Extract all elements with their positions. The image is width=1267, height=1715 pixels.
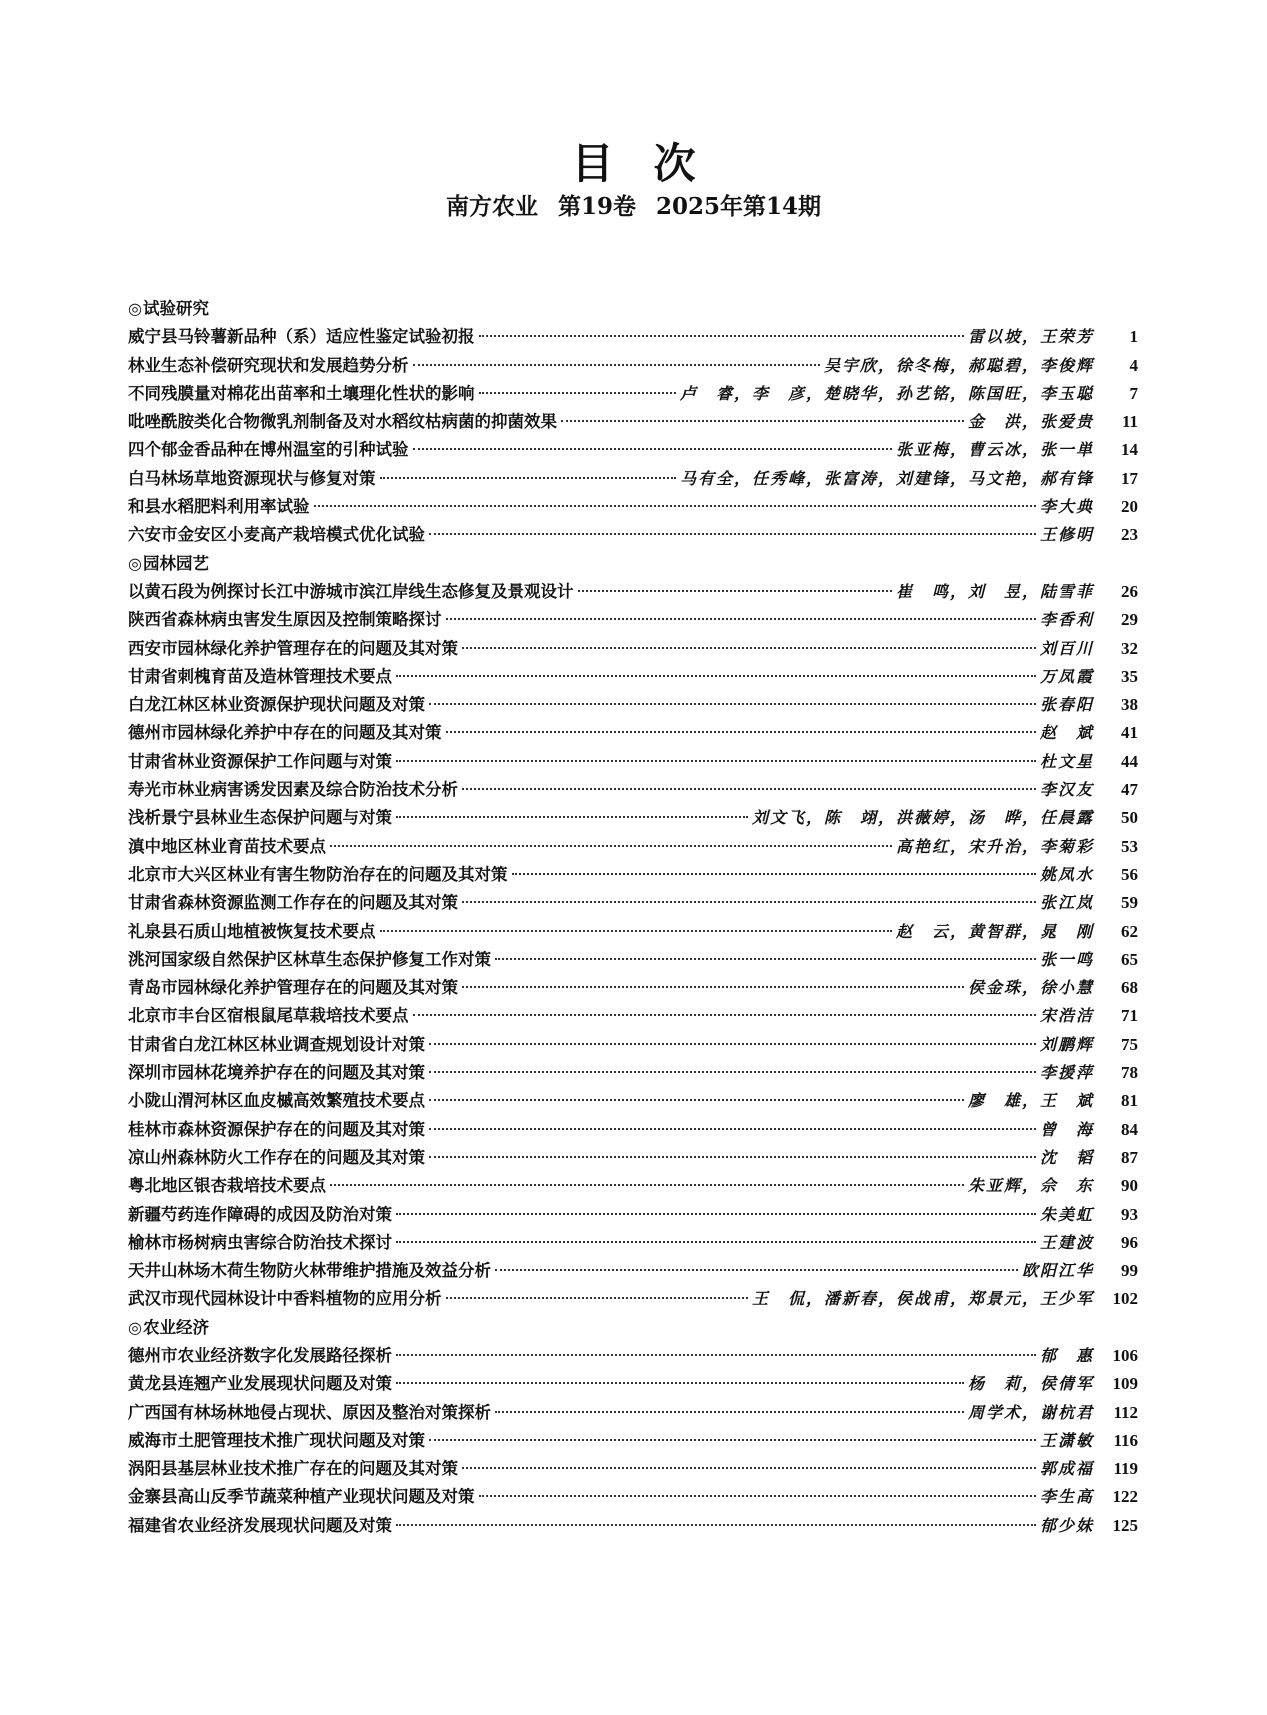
dot-leader [396,1524,1036,1526]
page-number: 35 [1121,666,1138,686]
page-number: 125 [1112,1515,1138,1535]
dot-leader [462,901,1036,903]
article-title: 白龙江林区林业资源保护现状问题及对策 [128,695,425,715]
article-title: 四个郁金香品种在博州温室的引种试验 [128,440,409,460]
article-title: 北京市大兴区林业有害生物防治存在的问题及其对策 [128,864,508,884]
article-title: 吡唑酰胺类化合物微乳剂制备及对水稻纹枯病菌的抑菌效果 [128,412,557,432]
toc-entry[interactable] [128,1087,1138,1115]
article-authors: 刘鹏辉 [1039,1034,1094,1054]
page-number: 68 [1121,978,1138,998]
dot-leader [396,760,1036,762]
page-number: 11 [1121,412,1138,432]
dot-leader [462,1467,1036,1469]
article-authors: 张江岚 [1039,893,1094,913]
page-title: 目次 [571,139,736,188]
dot-leader [413,364,820,366]
page-number: 32 [1121,638,1138,658]
page-number: 81 [1121,1091,1138,1111]
article-authors: 万凤霞 [1039,666,1094,686]
dot-leader [429,1156,1036,1158]
toc-entry[interactable] [128,918,1138,946]
article-authors: 杨 莉，侯倩军 [967,1374,1094,1394]
section-mark: ◎ [128,553,142,573]
toc-entry[interactable] [128,493,1138,521]
article-authors: 赵 云，黄智群，晁 刚 [895,921,1094,941]
article-authors: 郁少妹 [1039,1515,1094,1535]
toc-entry[interactable] [128,804,1138,832]
dot-leader [396,1241,1036,1243]
article-title: 寿光市林业病害诱发因素及综合防治技术分析 [128,780,458,800]
journal-name: 南方农业 [445,193,538,220]
article-authors: 李香利 [1039,610,1094,630]
toc-entry[interactable] [128,606,1138,634]
dot-leader [380,930,892,932]
dot-leader [446,1297,748,1299]
article-title: 桂林市森林资源保护存在的问题及其对策 [128,1119,425,1139]
article-title: 浅析景宁县林业生态保护问题与对策 [128,808,392,828]
article-title: 凉山州森林防火工作存在的问题及其对策 [128,1147,425,1167]
page-number: 84 [1121,1119,1138,1139]
article-authors: 刘文飞，陈 翊，洪薇婷，汤 晔，任晨露 [751,808,1094,828]
article-title: 深圳市园林花境养护存在的问题及其对策 [128,1063,425,1083]
section-mark: ◎ [128,1317,142,1337]
toc-entry[interactable] [128,436,1138,464]
article-authors: 侯金珠，徐小慧 [967,978,1094,998]
section-name: 试验研究 [142,299,209,318]
article-authors: 王潇敏 [1039,1430,1094,1450]
article-title: 以黄石段为例探讨长江中游城市滨江岸线生态修复及景观设计 [128,581,574,601]
toc-entry[interactable] [128,663,1138,691]
article-authors: 雷以坡，王荣芳 [967,327,1094,347]
toc-entry[interactable] [128,1201,1138,1229]
article-title: 滇中地区林业育苗技术要点 [128,836,326,856]
toc-entry[interactable] [128,719,1138,747]
article-authors: 张春阳 [1039,695,1094,715]
article-authors: 宋浩洁 [1039,1006,1094,1026]
page-number: 96 [1121,1232,1138,1252]
dot-leader [479,392,676,394]
article-title: 青岛市园林绿化养护管理存在的问题及其对策 [128,978,458,998]
article-authors: 张一鸣 [1039,949,1094,969]
journal-volume: 第19卷 [557,193,636,220]
article-authors: 赵 斌 [1039,723,1094,743]
article-title: 粤北地区银杏栽培技术要点 [128,1176,326,1196]
article-authors: 李汉友 [1039,780,1094,800]
toc-entry[interactable] [128,1002,1138,1030]
article-title: 武汉市现代园林设计中香料植物的应用分析 [128,1289,442,1309]
article-title: 金寨县高山反季节蔬菜种植产业现状问题及对策 [128,1487,475,1507]
page-number: 41 [1121,723,1138,743]
article-title: 洮河国家级自然保护区林草生态保护修复工作对策 [128,949,491,969]
toc-entry[interactable] [128,408,1138,436]
toc-entry[interactable] [128,1172,1138,1200]
toc-entry[interactable] [128,1257,1138,1285]
dot-leader [429,1071,1036,1073]
article-title: 西安市园林绿化养护管理存在的问题及其对策 [128,638,458,658]
article-authors: 李援萍 [1039,1063,1094,1083]
page-number: 26 [1121,581,1138,601]
article-authors: 张亚梅，曹云冰，张一単 [895,440,1094,460]
dot-leader [396,816,748,818]
toc-entry[interactable] [128,380,1138,408]
toc-entry[interactable] [128,776,1138,804]
toc-entry[interactable] [128,1116,1138,1144]
article-title: 福建省农业经济发展现状问题及对策 [128,1515,392,1535]
toc-entry[interactable] [128,323,1138,351]
section-name: 园林园艺 [142,553,209,573]
page-header [0,138,1267,222]
page-number: 106 [1112,1345,1138,1365]
article-title: 德州市园林绿化养护中存在的问题及其对策 [128,723,442,743]
article-title: 黄龙县连翘产业发展现状问题及对策 [128,1374,392,1394]
page-number: 122 [1112,1487,1138,1507]
toc-entry[interactable] [128,521,1138,549]
article-authors: 李大典 [1039,497,1094,517]
article-title: 小陇山渭河林区血皮槭高效繁殖技术要点 [128,1091,425,1111]
toc-entry[interactable] [128,861,1138,889]
toc-entry[interactable] [128,748,1138,776]
section-heading [128,1314,1138,1342]
page-number: 7 [1129,383,1138,403]
page-number: 71 [1121,1006,1138,1026]
page-number: 17 [1121,468,1138,488]
page-number: 75 [1121,1034,1138,1054]
page-number: 14 [1121,440,1138,460]
article-authors: 周学术，谢杭君 [967,1402,1094,1422]
article-title: 林业生态补偿研究现状和发展趋势分析 [128,355,409,375]
toc-entry[interactable] [128,465,1138,493]
dot-leader [314,505,1036,507]
dot-leader [462,788,1036,790]
section-heading [128,295,1138,323]
dot-leader [479,1495,1036,1497]
article-title: 威海市土肥管理技术推广现状问题及对策 [128,1430,425,1450]
page-number: 1 [1129,327,1138,347]
toc-entry[interactable] [128,889,1138,917]
toc-entry[interactable] [128,691,1138,719]
dot-leader [413,448,892,450]
section-mark: ◎ [128,299,142,318]
article-title: 天井山林场木荷生物防火林带维护措施及效益分析 [128,1261,491,1281]
article-title: 礼泉县石质山地植被恢复技术要点 [128,921,376,941]
article-title: 不同残膜量对棉花出苗率和土壤理化性状的影响 [128,383,475,403]
page-number: 56 [1121,864,1138,884]
article-authors: 吴宇欣，徐冬梅，郝聪碧，李俊辉 [823,355,1094,375]
article-authors: 姚凤水 [1039,864,1094,884]
article-title: 广西国有林场林地侵占现状、原因及整治对策探析 [128,1402,491,1422]
dot-leader [330,1184,964,1186]
toc-entry[interactable] [128,1059,1138,1087]
dot-leader [330,845,892,847]
dot-leader [495,1269,1018,1271]
article-authors: 李生高 [1039,1487,1094,1507]
toc-entry[interactable] [128,1031,1138,1059]
dot-leader [462,986,964,988]
toc-entry[interactable] [128,1285,1138,1313]
dot-leader [578,590,892,592]
journal-subtitle [0,192,1267,222]
toc-entry[interactable] [128,974,1138,1002]
dot-leader [396,1213,1036,1215]
article-authors: 廖 雄，王 斌 [967,1091,1094,1111]
toc-entry[interactable] [128,1427,1138,1455]
article-authors: 卢 睿，李 彦，楚晓华，孙艺铭，陈国旺，李玉聪 [679,383,1094,403]
dot-leader [429,1043,1036,1045]
page-number: 93 [1121,1204,1138,1224]
page-number: 112 [1113,1402,1138,1422]
dot-leader [479,335,964,337]
page-number: 62 [1121,921,1138,941]
page-number: 47 [1121,780,1138,800]
article-authors: 王 侃，潘新春，侯战甫，郑景元，王少军 [751,1289,1094,1309]
article-authors: 曾 海 [1039,1119,1094,1139]
toc-entry[interactable] [128,1512,1138,1540]
page-number: 59 [1121,893,1138,913]
article-title: 德州市农业经济数字化发展路径探析 [128,1345,392,1365]
article-authors: 刘百川 [1039,638,1094,658]
table-of-contents [128,295,1138,1540]
toc-entry[interactable] [128,1229,1138,1257]
toc-entry[interactable] [128,1455,1138,1483]
dot-leader [495,958,1036,960]
article-title: 涡阳县基层林业技术推广存在的问题及其对策 [128,1459,458,1479]
article-title: 榆林市杨树病虫害综合防治技术探讨 [128,1232,392,1252]
dot-leader [429,533,1036,535]
dot-leader [396,1382,964,1384]
section-name: 农业经济 [142,1317,209,1337]
dot-leader [429,1439,1036,1441]
article-title: 白马林场草地资源现状与修复对策 [128,468,376,488]
page-number: 90 [1121,1176,1138,1196]
page-number: 119 [1113,1459,1138,1479]
article-authors: 杜文星 [1039,751,1094,771]
article-authors: 马有全，任秀峰，张富涛，刘建锋，马文艳，郝有锋 [679,468,1094,488]
dot-leader [413,1014,1036,1016]
article-authors: 王建波 [1039,1232,1094,1252]
article-authors: 郁 惠 [1039,1345,1094,1365]
toc-entry[interactable] [128,1144,1138,1172]
page-number: 78 [1121,1063,1138,1083]
toc-entry[interactable] [128,578,1138,606]
section-heading [128,550,1138,578]
page-number: 102 [1112,1289,1138,1309]
article-title: 甘肃省森林资源监测工作存在的问题及其对策 [128,893,458,913]
article-authors: 王修明 [1039,525,1094,545]
dot-leader [446,731,1036,733]
page-number: 44 [1121,751,1138,771]
article-title: 和县水稻肥料利用率试验 [128,497,310,517]
article-title: 陕西省森林病虫害发生原因及控制策略探讨 [128,610,442,630]
journal-issue: 2025年第14期 [655,193,822,220]
page-number: 20 [1121,497,1138,517]
toc-entry[interactable] [128,1342,1138,1370]
article-authors: 朱美虹 [1039,1204,1094,1224]
dot-leader [380,477,676,479]
toc-entry[interactable] [128,946,1138,974]
dot-leader [462,647,1036,649]
dot-leader [396,675,1036,677]
page-number: 50 [1121,808,1138,828]
page-number: 4 [1129,355,1138,375]
article-title: 北京市丰台区宿根鼠尾草栽培技术要点 [128,1006,409,1026]
article-title: 甘肃省林业资源保护工作问题与对策 [128,751,392,771]
article-authors: 朱亚辉，佘 东 [967,1176,1094,1196]
article-title: 甘肃省白龙江林区林业调查规划设计对策 [128,1034,425,1054]
article-authors: 金 洪，张爱贵 [967,412,1094,432]
toc-entry[interactable] [128,635,1138,663]
page-number: 99 [1121,1261,1138,1281]
article-title: 六安市金安区小麦高产栽培模式优化试验 [128,525,425,545]
dot-leader [495,1411,964,1413]
toc-entry[interactable] [128,352,1138,380]
article-title: 威宁县马铃薯新品种（系）适应性鉴定试验初报 [128,327,475,347]
article-title: 新疆芍药连作障碍的成因及防治对策 [128,1204,392,1224]
page-number: 53 [1121,836,1138,856]
dot-leader [429,1128,1036,1130]
toc-entry[interactable] [128,833,1138,861]
article-authors: 崔 鸣，刘 昱，陆雪菲 [895,581,1094,601]
article-authors: 高艳红，宋升治，李菊彩 [895,836,1094,856]
dot-leader [512,873,1036,875]
toc-entry[interactable] [128,1483,1138,1511]
dot-leader [561,420,964,422]
article-title: 甘肃省刺槐育苗及造林管理技术要点 [128,666,392,686]
dot-leader [396,1354,1036,1356]
article-authors: 郭成福 [1039,1459,1094,1479]
page-number: 87 [1121,1147,1138,1167]
article-authors: 沈 韬 [1039,1147,1094,1167]
page-number: 116 [1113,1430,1138,1450]
page-number: 65 [1121,949,1138,969]
page-number: 38 [1121,695,1138,715]
page-number: 23 [1121,525,1138,545]
toc-entry[interactable] [128,1370,1138,1398]
page-number: 29 [1121,610,1138,630]
dot-leader [446,618,1036,620]
article-authors: 欧阳江华 [1021,1261,1094,1281]
page-number: 109 [1112,1374,1138,1394]
dot-leader [429,1099,964,1101]
dot-leader [429,703,1036,705]
toc-entry[interactable] [128,1399,1138,1427]
